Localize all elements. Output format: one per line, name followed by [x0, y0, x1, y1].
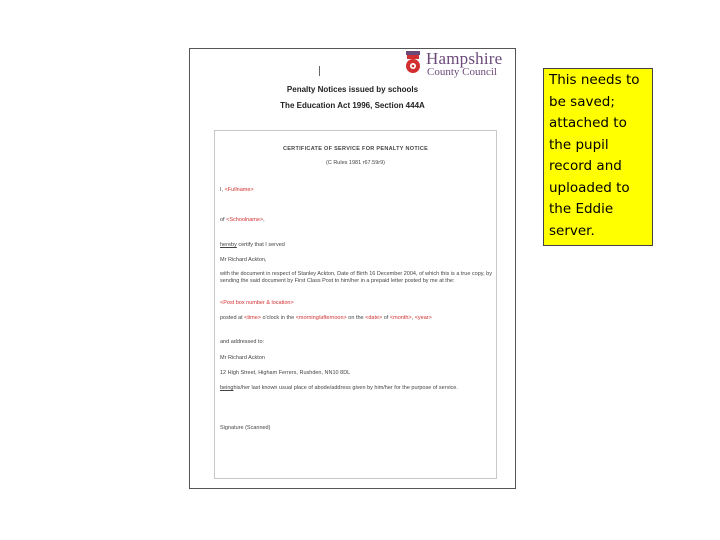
- recipient-name-1: Mr Richard Ackton,: [220, 257, 267, 263]
- document-description: with the document in respect of Stanley Ackton, Date of Birth 16 December 2004, of which this is a true copy, by sending the said document by First Class Post to him/her in a prepaid letter posted by me at the:: [220, 271, 492, 284]
- fullname-placeholder: <Fullname>: [224, 187, 254, 193]
- posted-at-label: posted at: [220, 315, 243, 321]
- page-title: Penalty Notices issued by schools: [286, 85, 419, 94]
- year-placeholder: <year>: [414, 315, 432, 321]
- of-prefix: of: [220, 217, 225, 223]
- being-rest: his/her last known usual place of abode/address given by him/her for the purpose of service.: [233, 385, 458, 391]
- sticky-note: [543, 68, 653, 246]
- fullname-line: [220, 187, 254, 194]
- post-location-placeholder: <Post box number & location>: [220, 300, 294, 306]
- certificate-rules: (C Rules 1981 r67.59r9): [325, 160, 385, 166]
- certify-text: certify that I served: [238, 242, 285, 248]
- hereby-word: hereby: [220, 242, 237, 248]
- of-label: of: [383, 315, 389, 321]
- signature-label: Signature (Scanned): [220, 425, 271, 431]
- hampshire-logo: [404, 50, 514, 78]
- logo-text-county-council: County Council: [427, 66, 497, 78]
- certify-line: [220, 242, 285, 249]
- certificate-title: CERTIFICATE OF SERVICE FOR PENALTY NOTICE: [282, 146, 429, 152]
- i-prefix: I,: [220, 187, 224, 193]
- text-cursor: [319, 66, 320, 76]
- addressed-to-label: and addressed to:: [220, 339, 265, 345]
- school-line: of <Schoolname>,: [220, 217, 265, 223]
- logo-text-hampshire: Hampshire: [426, 49, 503, 68]
- page-subtitle: The Education Act 1996, Section 444A: [280, 101, 425, 110]
- posted-at-line: posted at <time> o'clock in the <morning/afternoon> on the <date> of <month>, <year>: [220, 315, 432, 321]
- morning-placeholder: <morning/afternoon>: [295, 315, 347, 321]
- recipient-address: 12 High Street, Higham Ferrers, Rushden, NN10 8DL: [220, 370, 351, 376]
- schoolname-placeholder: <Schoolname>: [226, 217, 264, 223]
- date-placeholder: <date>: [365, 315, 383, 321]
- time-placeholder: <time>: [244, 315, 261, 321]
- being-line: [220, 385, 458, 392]
- recipient-name-2: Mr Richard Ackton: [220, 355, 265, 361]
- being-word: being: [220, 385, 234, 391]
- county-crest-icon: [404, 51, 422, 77]
- oclock-label: o'clock in the: [262, 315, 295, 321]
- month-placeholder: <month>: [389, 315, 412, 321]
- note-text: This needs to be saved; attached to the pupil record and uploaded to the Eddie server.: [549, 72, 640, 239]
- on-the-label: on the: [348, 315, 364, 321]
